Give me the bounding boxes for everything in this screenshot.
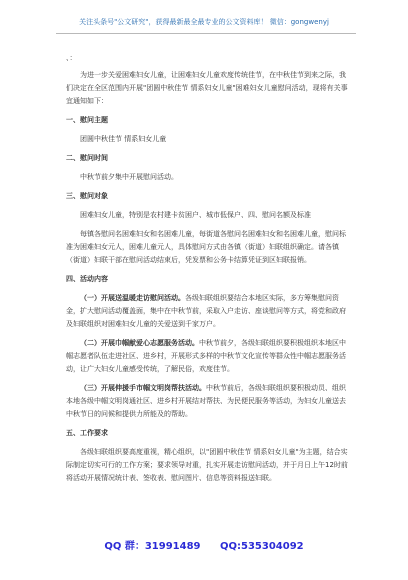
activity-text-3: 中秋节前后，各级妇联组织要积极动员、组织本地各级中帼文明岗通社区、进乡村开展结对帮扶、为民便民服务等活动，为妇女儿童送去中秋节日的问候和提供力所能及的帮助。 <box>66 384 346 418</box>
footer-qq-number: QQ:535304092 <box>220 541 304 552</box>
footer-qq-group: QQ 群：31991489 <box>104 541 201 552</box>
time-text: 中秋节前夕集中开展慰问活动。 <box>80 173 178 181</box>
activity-title-2: （二）开展巾帼献爱心志愿服务活动。 <box>80 339 199 347</box>
activity-item-1 <box>66 292 352 331</box>
requirements-text: 各级妇联组织要高度重视，精心组织，以"团圆中秋佳节 情系妇女儿童"为主题，结合实际制定切实可行的工作方案；要求领导对重，扎实开展走访慰问活动，并于月日上午12时前将活动开展情况统计表、签收表、慰问图片、信息等资料报送妇联。 <box>66 448 348 482</box>
theme-text: 团圆中秋佳节 情系妇女儿童 <box>80 135 167 143</box>
section-heading-time: 二、慰问时间 <box>66 154 108 162</box>
section-heading-theme: 一、慰问主题 <box>66 116 108 124</box>
quota-paragraph: 每镇各慰问名困难妇女和名困难儿童，每街道各慰问名困难妇女和名困难儿童，慰问标准为困难妇女元人，困难儿童元人，具体慰问方式由各镇（街道）妇联组织确定。请各镇（街道）妇联干部在慰问活动结束后，凭发票和公务卡结算凭证到区妇联报销。 <box>66 230 346 264</box>
document-body <box>66 52 352 487</box>
activity-text-2: 中秋节前夕，各级妇联组织要积极组织本地区中帼志愿者队伍走进社区、进乡村，开展形式多样的中秋节文化宣传等群众性中帼志愿服务活动，让广大妇女儿童感受传统，了解民俗，欢度佳节。 <box>66 339 346 373</box>
section-heading-target: 三、慰问对象 <box>66 192 108 200</box>
header-divider <box>56 33 356 34</box>
salutation-fragment: 、： <box>66 54 77 62</box>
activity-text-1: 各级妇联组织要结合本地区实际，多方筹集慰问资金，扩大慰问活动覆盖面，集中在中秋节前，采取入户走访、座谈慰问等方式，将党和政府及妇联组织对困难妇女儿童的关爱送到千家万户。 <box>66 294 346 328</box>
header-banner: 关注头条号"公文研究"，获得最新最全最专业的公文资料库！ 微信：gongwenyj <box>79 18 329 26</box>
section-heading-content: 四、活动内容 <box>66 275 108 283</box>
target-text: 困难妇女儿童，特别是农村建卡贫困户、城市低保户、四、慰问名额及标准 <box>80 211 311 219</box>
activity-item-2 <box>66 337 352 376</box>
activity-title-1: （一）开展送温暖走访慰问活动。 <box>80 294 185 302</box>
intro-paragraph: 为进一步关爱困难妇女儿童，让困难妇女儿童欢度传统佳节，在中秋佳节到来之际，我们决定在全区范围内开展"团圆中秋佳节 情系妇女儿童"困难妇女儿童慰问活动，现将有关事宜通知如下： <box>66 71 348 105</box>
activity-item-3 <box>66 382 352 421</box>
footer-contact <box>0 537 408 552</box>
activity-title-3: （三）开展伸援手市帼文明岗帮扶活动。 <box>80 384 206 392</box>
section-heading-requirements: 五、工作要求 <box>66 429 108 437</box>
